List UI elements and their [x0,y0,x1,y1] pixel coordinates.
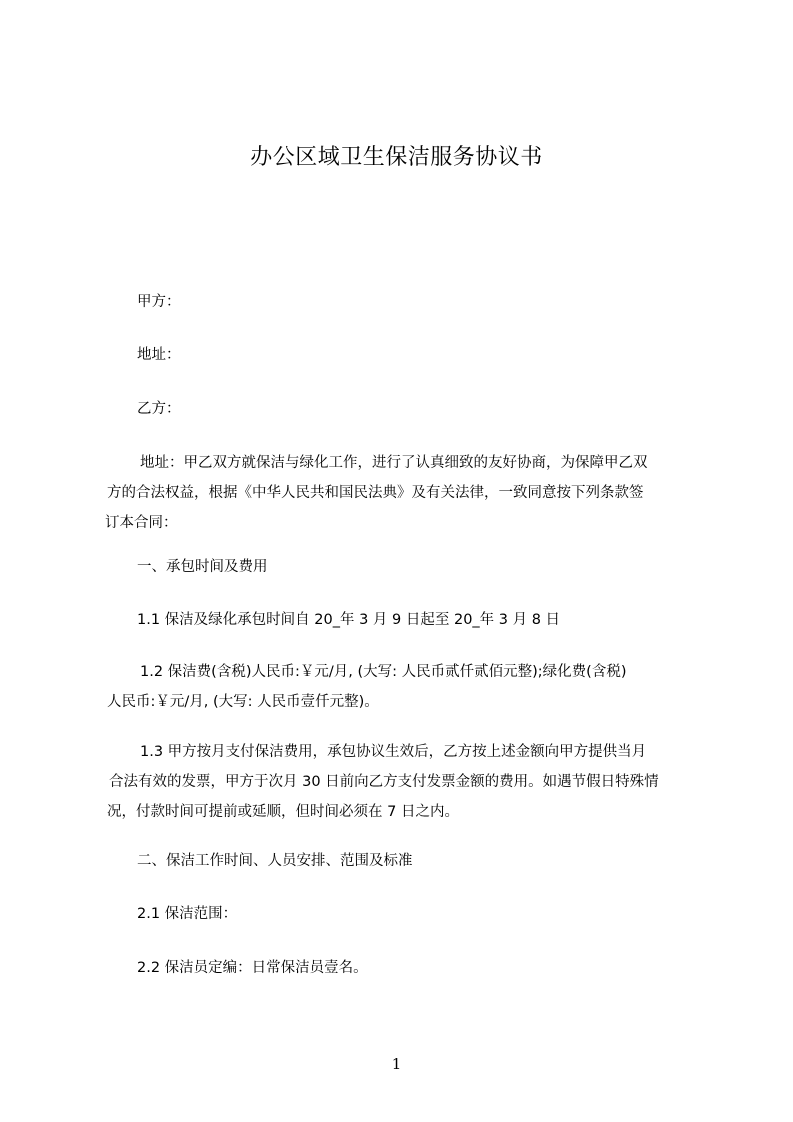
clause-1-1: 1.1 保洁及绿化承包时间自 20_年 3 月 9 日起至 20_年 3 月 8 日 [137,612,561,628]
page-number: 1 [391,1055,402,1073]
clause-2-2: 2.2 保洁员定编：日常保洁员壹名。 [137,960,368,976]
clause-line: 人民币:￥元/月, (大写: 人民币壹仟元整)。 [107,694,379,710]
clause-2-1: 2.1 保洁范围： [137,906,238,922]
clause-line: 1.3 甲方按月支付保洁费用，承包协议生效后，乙方按上述金额向甲方提供当月 [140,744,647,760]
intro-paragraph [105,448,705,538]
section-2-heading: 二、保洁工作时间、人员安排、范围及标准 [137,853,413,869]
clause-line: 1.2 保洁费(含税)人民币:￥元/月, (大写: 人民币贰仟贰佰元整);绿化费(含税) [140,664,627,680]
clause-1-2 [107,657,707,717]
intro-line: 方的合法权益，根据《中华人民共和国民法典》及有关法律，一致同意按下列条款签 [107,485,644,501]
clause-1-3 [107,737,699,827]
party-b-label: 乙方： [137,401,181,417]
clause-line: 况，付款时间可提前或延顺，但时间必须在 7 日之内。 [107,804,459,820]
address-label: 地址： [137,347,181,363]
document-title: 办公区域卫生保洁服务协议书 [250,145,543,170]
party-a-label: 甲方： [137,294,181,310]
intro-line: 订本合同： [105,515,178,531]
intro-line: 地址：甲乙双方就保洁与绿化工作，进行了认真细致的友好协商，为保障甲乙双 [140,455,648,471]
section-1-heading: 一、承包时间及费用 [137,559,268,575]
clause-line: 合法有效的发票，甲方于次月 30 日前向乙方支付发票金额的费用。如遇节假日特殊情 [109,774,659,790]
